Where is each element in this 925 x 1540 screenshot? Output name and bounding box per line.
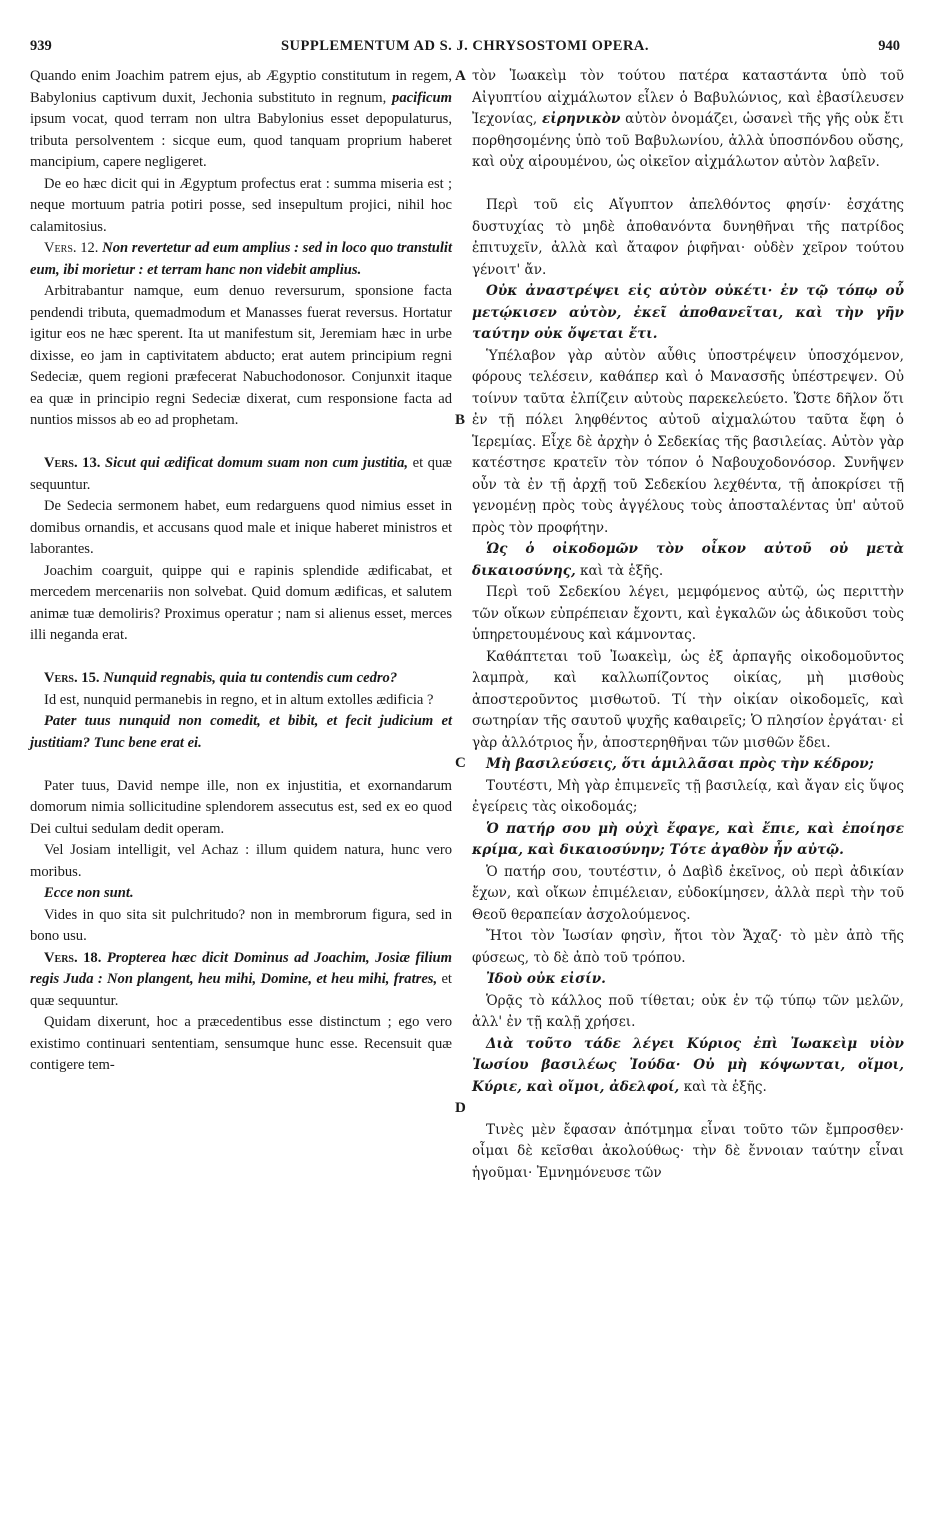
page-number-right: 940 [878, 38, 900, 54]
latin-paragraph: De Sedecia sermonem habet, eum redarguens quod nimius esset in domibus ornandis, et accusans quod male et inique haberet ministros et laborantes. [30, 498, 452, 557]
greek-verse-heading: Διὰ τοῦτο τάδε λέγει Κύριος ἐπὶ Ἰωακεὶμ υἱὸν Ἰωσίου βασιλέως Ἰούδα· Οὐ μὴ κόψωνται, οἴμοι, Κύριε, καὶ οἴμοι, ἀδελφοί, καὶ τὰ ἑξῆς. [472, 1035, 904, 1095]
latin-column [30, 66, 452, 1077]
scripture-quote: Ecce non sunt. [44, 885, 134, 901]
greek-paragraph: Περὶ τοῦ εἰς Αἴγυπτον ἀπελθόντος φησίν· ἐσχάτης δυστυχίας τὸ μηδὲ ἀποθανόντα δυνηθῆναι τῆς πατρίδος ἐπιτυχεῖν, ἀλλὰ καὶ ἄταφον ῥιφῆναι· οὐδὲν χεῖρον τούτου γένοιτ' ἄν. [472, 197, 904, 278]
latin-paragraph: Quando enim Joachim patrem ejus, ab Ægyptio constitutum in regem, Babylonius captivum duxit, Jechonia substituto in regnum, pacificum ipsum vocat, quod terram non ultra Babylonius esset depopulaturus, tributa persolventem : sicque eum, quod tanquam proprium haberet mancipium, capere negligeret. [30, 68, 453, 170]
greek-scripture-quote: Οὐκ ἀναστρέψει εἰς αὐτὸν οὐκέτι· ἐν τῷ τόπῳ οὗ μετῴκισεν αὐτὸν, ἐκεῖ ἀποθανεῖται, καὶ τὴν γῆν ταύτην οὐκ ὄψεται ἔτι. [472, 283, 904, 342]
verse-heading: Vers. 12. Non revertetur ad eum amplius : sed in loco quo transtulit eum, ibi morietur : et terram hanc non videbit amplius. [30, 240, 453, 278]
greek-paragraph: Ἤτοι τὸν Ἰωσίαν φησὶν, ἤτοι τὸν Ἄχαζ· τὸ μὲν ἀπὸ τῆς φύσεως, τὸ δὲ ἀπὸ τοῦ τρόπου. [472, 928, 904, 966]
scripture-quote: Pater tuus nunquid non comedit, et bibit, et fecit judicium et justitiam? Tunc bene erat ei. [30, 713, 452, 751]
greek-scripture-quote: Μὴ βασιλεύσεις, ὅτι ἁμιλλᾶσαι πρὸς τὴν κέδρον; [486, 756, 874, 772]
greek-paragraph: Καθάπτεται τοῦ Ἰωακεὶμ, ὡς ἐξ ἁρπαγῆς οἰκοδομοῦντος λαμπρὰ, καὶ καλλωπίζοντος οἰκίας, μὴ μισθοὺς ἀποστεροῦντος μισθωτοῦ. Τί τὴν οἰκίαν οἰκοδομεῖς, καὶ σωτηρίαν τῆς σαυτοῦ ψυχῆς καθαιρεῖς; Ὁ πλησίον ἐργάται· εἰ γὰρ ἀλλότριος ἦν, ἀποστερηθῆναι τῶν μισθῶν ἔδει. [472, 648, 904, 751]
latin-paragraph: Quidam dixerunt, hoc a præcedentibus esse distinctum ; ego vero existimo continuari sententiam, sensumque hunc esse. Recensuit quæ contigere tem- [30, 1014, 452, 1073]
greek-verse-heading: Ὡς ὁ οἰκοδομῶν τὸν οἶκον αὐτοῦ οὐ μετὰ δικαιοσύνης, καὶ τὰ ἑξῆς. [472, 541, 904, 579]
latin-paragraph: De eo hæc dicit qui in Ægyptum profectus erat : summa miseria est ; neque mortuum patria potiri posse, sed insepultum projici, nihil hoc calamitosius. [30, 175, 452, 235]
greek-paragraph: Περὶ τοῦ Σεδεκίου λέγει, μεμφόμενος αὐτῷ, ὡς περιττὴν τῶν οἴκων εὐπρέπειαν ἔχοντι, καὶ ἐγκαλῶν ὡς ἀδικοῦσι τοὺς ὑπηρετουμένους καὶ κάμνοντας. [472, 584, 904, 643]
latin-paragraph: Vides in quo sita sit pulchritudo? non in membrorum figura, sed in bono usu. [30, 906, 452, 944]
greek-paragraph: Τινὲς μὲν ἔφασαν ἀπότμημα εἶναι τοῦτο τῶν ἔμπροσθεν· οἶμαι δὲ κεῖσθαι ἀκολούθως· τὴν δὲ ἔννοιαν ταύτην εἶναι ἡγοῦμαι· Ἐμνημόνευσε τῶν [472, 1121, 904, 1181]
greek-paragraph: τὸν Ἰωακεὶμ τὸν τούτου πατέρα καταστάντα ὑπὸ τοῦ Αἰγυπτίου αἰχμάλωτον εἷλεν ὁ Βαβυλώνιος, καὶ ἐβασίλευσεν Ἰεχονίας, εἰρηνικὸν αὐτὸν ὀνομάζει, ὡσανεὶ τῆς γῆς οὐκ ἔτι πορθησομένης ὑπὸ τοῦ Βαβυλωνίου, ἀλλὰ ὑποσπόνδου οὔσης, καὶ οὐχ αἱρουμένου, ὡς οἰκεῖον αἰχμάλωτον αὐτὸν λαβεῖν. [472, 68, 904, 170]
greek-column [472, 66, 904, 1184]
running-header [30, 38, 900, 60]
page-number-left: 939 [30, 38, 52, 54]
margin-marker-c: C [455, 755, 466, 771]
running-title: SUPPLEMENTUM AD S. J. CHRYSOSTOMI OPERA. [280, 38, 650, 54]
latin-paragraph: Pater tuus, David nempe ille, non ex injustitia, et exornandarum domorum nimia sollicitudine splendorem assecutus est, sed ex eo quod Dei cultui sedulam dedit operam. [30, 777, 452, 837]
latin-paragraph: Vel Josiam intelligit, vel Achaz : illum quidem natura, hunc vero moribus. [30, 842, 452, 880]
margin-marker-a: A [455, 68, 466, 84]
latin-paragraph: Joachim coarguit, quippe qui e rapinis splendide ædificabat, et mercedem mercenariis non solvebat. Quid domum ædificas, et salutem animæ tuæ demoliris? Proximus operatur ; nam si alienus esset, merces illi neganda erat. [30, 562, 452, 643]
greek-paragraph: Ὁρᾷς τὸ κάλλος ποῦ τίθεται; οὐκ ἐν τῷ τύπῳ τῶν μελῶν, ἀλλ' ἐν τῇ καλῇ χρήσει. [472, 992, 904, 1030]
latin-paragraph: Id est, nunquid permanebis in regno, et in altum extolles ædificia ? [44, 691, 434, 708]
greek-scripture-quote: Ἰδοὺ οὐκ εἰσίν. [486, 971, 606, 987]
margin-marker-d: D [455, 1100, 466, 1116]
greek-paragraph: Τουτέστι, Μὴ γὰρ ἐπιμενεῖς τῇ βασιλείᾳ, καὶ ἄγαν εἰς ὕψος ἐγείρεις τὰς οἰκοδομάς; [472, 777, 904, 815]
greek-paragraph: Ὑπέλαβον γὰρ αὐτὸν αὖθις ὑποστρέψειν ὑποσχόμενον, φόρους τελέσειν, καθάπερ καὶ ὁ Μανασσῆς ὑπέστρεψεν. Οὐ τοίνυν ταῦτα ἐλπίζειν αὐτοὺς παρεκελεύετο. Ὥστε δῆλον ὅτι ἐν τῇ πόλει ληφθέντος αὐτοῦ αἰχμαλώτου ταῦτα ἔφη ὁ Ἱερεμίας. Εἶχε δὲ ἀρχὴν ὁ Σεδεκίας τῆς βασιλείας. Αὐτὸν γὰρ κατέστησε κρατεῖν τὸν τόπον ὁ Ναβουχοδονόσορ. Συνῆψεν οὖν τὰ ἐν τῇ ἀρχῇ τοῦ Σεδεκίου λεχθέντα, τῇ ἀποκρίσει τῇ γενομένῃ πρὸς τοὺς ἀγγέλους τοὺς ἀποσταλέντας ὑπ' αὐτοῦ πρὸς τὸν προφήτην. [472, 347, 904, 536]
verse-heading: Vers. 18. Propterea hæc dicit Dominus ad Joachim, Josiæ filium regis Juda : Non plangent, heu mihi, Domine, et heu mihi, fratres, et quæ sequuntur. [30, 949, 452, 1009]
margin-marker-b: B [455, 412, 466, 428]
greek-paragraph: Ὁ πατήρ σου, τουτέστιν, ὁ Δαβὶδ ἐκεῖνος, οὐ περὶ ἀδικίαν ἔχων, καὶ οἴκων ἐπιμέλειαν, εὐδοκίμησεν, ἀλλὰ περὶ τὴν τοῦ Θεοῦ θεραπείαν ἀσχολούμενος. [472, 863, 904, 923]
latin-paragraph: Arbitrabantur namque, eum denuo reversurum, sponsione facta pendendi tributa, quemadmodum et Manasses fuerat reversus. Hortatur igitur eos ne hæc sperent. Ita ut manifestum sit, Jeremiam hæc in urbe dixisse, eo jam in captivitatem abducto; erat autem principium regni Sedeciæ, quem regioni præfecerat Nabuchodonosor. Conjunxit itaque ea quæ in principio regni Sedeciæ dixerat, cum responsione facta ad nuntios missos ab eo ad prophetam. [30, 283, 452, 428]
greek-scripture-quote: Ὁ πατήρ σου μὴ οὐχὶ ἔφαγε, καὶ ἔπιε, καὶ ἐποίησε κρίμα, καὶ δικαιοσύνην; Τότε ἀγαθὸν ἦν αὐτῷ. [472, 820, 904, 858]
verse-heading: Vers. 13. Sicut qui ædificat domum suam non cum justitia, et quæ sequuntur. [30, 455, 452, 493]
verse-heading: Vers. 15. Nunquid regnabis, quia tu contendis cum cedro? [44, 670, 398, 686]
